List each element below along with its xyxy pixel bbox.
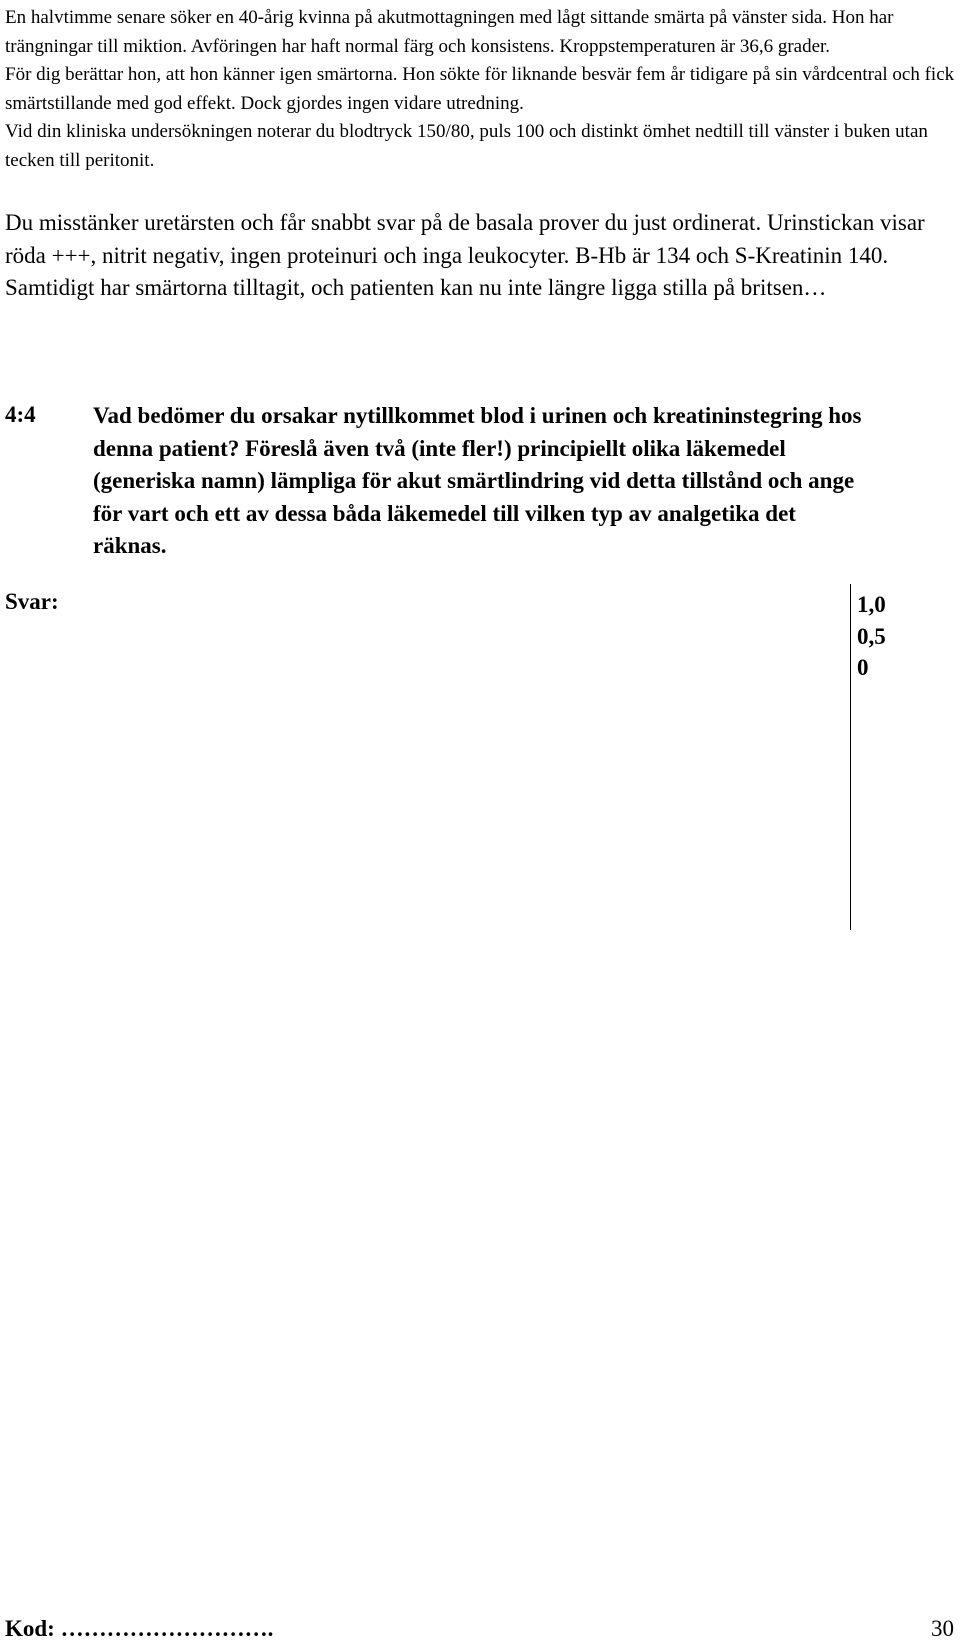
case-description [5, 4, 955, 175]
case-paragraph: För dig berättar hon, att hon känner igen smärtorna. Hon sökte för liknande besvär fem år tidigare på sin vårdcentral och fick smärtstillande med god effekt. Dock gjordes ingen vidare utredning. [5, 64, 955, 114]
question-number: 4:4 [5, 402, 36, 427]
case-followup-text: Du misstänker uretärsten och får snabbt svar på de basala prover du just ordinerat. Urinstickan visar röda +++, nitrit negativ, ingen proteinuri och inga leukocyter. B-Hb är 134 och S-Kreatinin 140. Samtidigt har smärtorna tilltagit, och patienten kan nu inte längre ligga stilla på britsen… [5, 210, 925, 300]
score-option: 1,0 [857, 592, 886, 617]
score-divider [850, 584, 851, 930]
code-label: Kod: ………………………. [5, 1616, 274, 1641]
case-paragraph: Vid din kliniska undersökningen noterar du blodtryck 150/80, puls 100 och distinkt ömhet nedtill till vänster i buken utan tecken till peritonit. [5, 121, 928, 171]
score-option: 0 [857, 655, 869, 680]
score-option: 0,5 [857, 623, 886, 649]
answer-label: Svar: [5, 589, 59, 614]
case-paragraph: En halvtimme senare söker en 40-årig kvinna på akutmottagningen med lågt sittande smärta på vänster sida. Hon har trängningar till miktion. Avföringen har haft normal färg och konsistens. Kroppstemperaturen är 36,6 grader. [5, 7, 894, 57]
question-text: Vad bedömer du orsakar nytillkommet blod i urinen och kreatininstegring hos denna patient? Föreslå även två (inte fler!) principiellt olika läkemedel (generiska namn) lämpliga för akut smärtlindring vid detta tillstånd och ange för vart och ett av dessa båda läkemedel till vilken typ av analgetika det räknas. [93, 403, 862, 558]
score-options [857, 589, 886, 684]
page-number: 30 [931, 1616, 954, 1641]
